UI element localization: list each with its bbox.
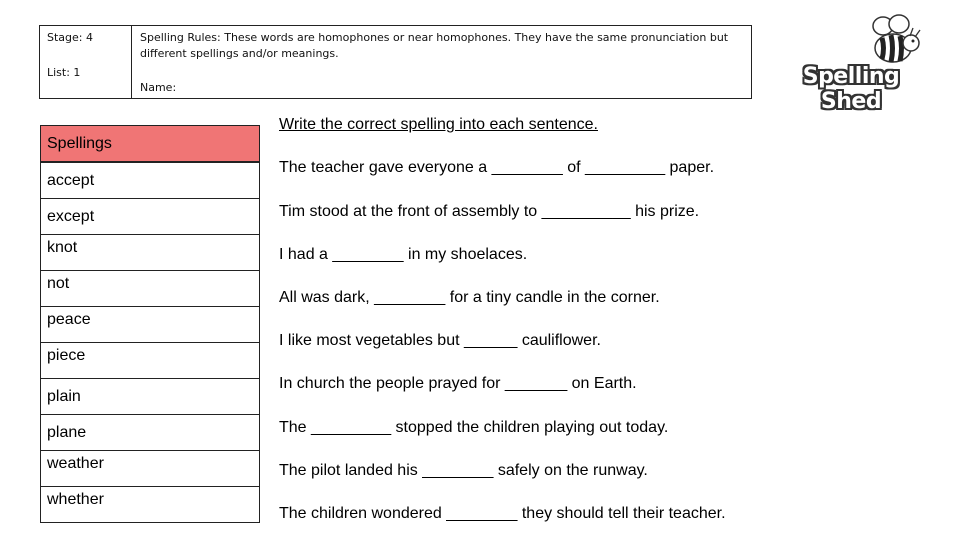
spelling-word: peace	[40, 306, 260, 343]
sentence-item: The children wondered ________ they should tell their teacher.	[279, 505, 726, 522]
sentence-item: I had a ________ in my shoelaces.	[279, 246, 528, 263]
name-label: Name:	[140, 81, 177, 94]
sentence-item: All was dark, ________ for a tiny candle in the corner.	[279, 289, 660, 306]
sentence-item: In church the people prayed for _______ on Earth.	[279, 375, 637, 392]
spelling-word: except	[40, 198, 260, 235]
spelling-word: not	[40, 270, 260, 307]
spelling-word: knot	[40, 234, 260, 271]
spelling-word: plain	[40, 378, 260, 415]
sentence-item: I like most vegetables but ______ cauliflower.	[279, 332, 601, 349]
spelling-word: whether	[40, 486, 260, 523]
spellings-heading: Spellings	[40, 125, 260, 162]
spelling-word: plane	[40, 414, 260, 451]
sentence-item: The pilot landed his ________ safely on the runway.	[279, 462, 648, 479]
spelling-rules-text: Spelling Rules: These words are homophones or near homophones. They have the same pronunciation but different spellings and/or meanings.	[140, 31, 729, 60]
bee-icon	[770, 10, 932, 70]
list-label: List: 1	[47, 66, 81, 79]
spelling-word: accept	[40, 162, 260, 199]
spelling-shed-logo	[770, 10, 932, 114]
worksheet-header	[39, 25, 752, 99]
logo-wordmark: Spelling Shed	[802, 64, 900, 114]
sentence-item: The _________ stopped the children playing out today.	[279, 419, 669, 436]
instruction-text: Write the correct spelling into each sentence.	[279, 116, 598, 133]
stage-label: Stage: 4	[47, 31, 93, 44]
sentence-item: The teacher gave everyone a ________ of _________ paper.	[279, 159, 715, 176]
spelling-word: weather	[40, 450, 260, 487]
sentence-item: Tim stood at the front of assembly to __________ his prize.	[279, 203, 700, 220]
spelling-word: piece	[40, 342, 260, 379]
